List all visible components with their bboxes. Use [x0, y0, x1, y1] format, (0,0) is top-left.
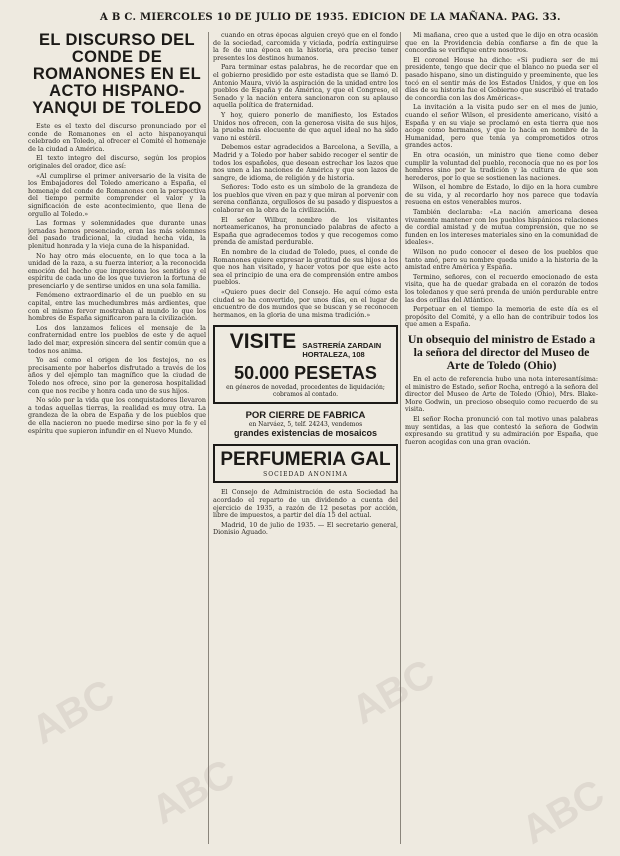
paragraph: Para terminar estas palabras, he de recordar que en el gobierno presidido por este estadista que se llamó D. Antonio Maura, vivió la aspiración de la unidad entre los pueblos de España y de América, y que el Congreso, el Senado y la nación entera sancionaron con su aplauso aquella política de fraternidad. — [213, 63, 398, 110]
watermark-stamp: ABC — [344, 651, 442, 733]
paragraph: No hay otro más elocuente, en lo que toca a la unidad de la raza, a su fuerza interior, a la reconocida emoción del hecho que impresiona los sentidos y el espíritu de cada uno de los que tuvieron la fortuna de presenciarlo y de sentirse unidos en una sola familia. — [28, 251, 206, 290]
paragraph: El texto integro del discurso, según los propios originales del orador, dice así: — [28, 154, 206, 170]
paragraph: «Quiero pues decir del Consejo. He aquí cómo esta ciudad se ha convertido, por unos días, en el lugar de encuentro de dos mundos que se buscan y se reconocen hermanos, en la gloria de una misma tradición.» — [213, 288, 398, 319]
ad-amount: 50.000 PESETAS — [234, 363, 377, 384]
watermark-stamp: ABC — [144, 751, 242, 833]
paragraph: Yo así como el origen de los festejos, no es precisamente por haberlos disfrutado a través de los años y del ejemplo tan magnífico que la ciudad de Toledo nos ofrece, sino por la generosa hospitalidad con que nos recibe y honra cada uno de sus hijos. — [28, 356, 206, 395]
column-right — [405, 32, 598, 844]
subheading: Un obsequio del ministro de Estado a la señora del director del Museo de Arte de Toledo (Ohio) — [407, 331, 596, 372]
paragraph: Y hoy, quiero ponerlo de manifiesto, los Estados Unidos nos ofrecen, con la generosa visita de sus hijos, la prueba más elocuente de que aquel ideal no ha sido vano ni estéril. — [213, 110, 398, 142]
ad-address: HORTALEZA, 108 — [302, 350, 365, 360]
article-title: EL DISCURSO DEL CONDE DE ROMANONES EN EL ACTO HISPANO-YANQUI DE TOLEDO — [32, 32, 202, 117]
page-header: A B C. MIERCOLES 10 DE JULIO DE 1935. EDICION DE LA MAÑANA. PAG. 33. — [100, 12, 561, 23]
paragraph: Fenómeno extraordinario el de un pueblo en su capital, entre las muchedumbres más ardientes, que con el mismo fervor mostraban al mundo lo que los hombres de España significaron para la civilización. — [28, 291, 206, 323]
paragraph: Mi mañana, creo que a usted que le dijo en otra ocasión que en la Providencia debía confiarse a fin de que la concordia se verifique entre nosotros. — [405, 32, 598, 55]
advertisement — [213, 444, 398, 483]
paragraph: La invitación a la visita pudo ser en el mes de junio, cuando el señor Wilson, el presidente americano, visitó a España y en su viaje se proclamó en esta tierra que nos acoge como hermanos, y que lo hacía en nombre de la Humanidad, pero que tenía ya comprometidos otros grandes actos. — [405, 103, 598, 150]
ad-store: SASTRERÍA ZARDAIN — [302, 341, 382, 351]
paragraph: Wilson no pudo conocer el deseo de los pueblos que tanto amó, pero su nombre queda unido a la historia de la amistad entre América y España. — [405, 248, 598, 272]
paragraph: También declaraba: «La nación americana desea vivamente mantener con los pueblos hispánicos relaciones de cordial amistad y de mutua comprensión, que no se funden en los intereses materiales sino en la comunidad de ideales». — [405, 208, 598, 247]
paragraph: «Al cumplirse el primer aniversario de la visita de los Embajadores del Toledo americano a España, el homenaje del conde de Romanones con la perspectiva del tiempo permite comprender el valor y la significación de este acontecimiento, que llena de orgullo al Toledo.» — [28, 171, 206, 218]
ad-headline: POR CIERRE DE FABRICA — [245, 410, 366, 422]
ad-address: en Narváez, 5, telf. 24243, vendemos — [248, 421, 363, 429]
paragraph: Las formas y solemnidades que durante unas jornadas hemos presenciado, eran las más solemnes del pasado tradicional, la ciudad hecha vida, la plenitud honrada y la vieja cuna de la hispanidad. — [28, 219, 206, 250]
paragraph: El señor Rocha pronunció con tal motivo unas palabras muy sentidas, a las que contestó la señora de Godwin expresando su gratitud y su admiración por España, que fueron acogidas con una gran ovación. — [405, 414, 598, 446]
advertisement — [213, 325, 398, 404]
advertisement — [213, 410, 398, 438]
paragraph: En el acto de referencia hubo una nota interesantísima: el ministro de Estado, señor Rocha, entregó a la señora del director del Museo de Arte de Toledo (Ohio), Mrs. Blake-More Godwin, un precioso obsequio como recuerdo de su visita. — [405, 374, 598, 414]
paragraph: Termino, señores, con el recuerdo emocionado de esta visita, que ha de quedar grabada en el corazón de todos los toledanos y que será prenda de unión perdurable entre las dos orillas del Atlántico. — [405, 272, 598, 304]
watermark-stamp: ABC — [24, 671, 122, 753]
watermark-stamp: ABC — [514, 771, 612, 853]
paragraph: Debemos estar agradecidos a Barcelona, a Sevilla, a Madrid y a Toledo por haber sabido recoger el sentir de todos los españoles, que desean estrechar los lazos que nos unen a las naciones de América y que son lazos de sangre, de idioma, de religión y de historia. — [213, 143, 398, 182]
ad-headline: VISITE — [229, 330, 297, 354]
paragraph: El señor Wilbur, nombre de los visitantes norteamericanos, ha pronunciado palabras de afecto a España que agradecemos todos y que recogemos como prenda de amistad perdurable. — [213, 215, 398, 247]
paragraph: Señores: Todo esto es un símbolo de la grandeza de los pueblos que viven en paz y que miran al porvenir con serena confianza, orgullosos de su pasado y dispuestos a colaborar en la obra de la civilización. — [213, 183, 398, 215]
paragraph: El coronel House ha dicho: «Si pudiera ser de mi presidente, tengo que decir que el blanco no pueda ser el pasado hispano, sino un distinguido y preeminente, que les tocó en el sentir más de los Estados Unidos, y que en los días de su historia fue el Gobierno que suscribió el tratado de concordia con las dos Américas». — [405, 55, 598, 102]
notice-paragraph: Madrid, 10 de julio de 1935. — El secretario general, Dionisio Aguado. — [213, 520, 398, 537]
notice-paragraph: El Consejo de Administración de esta Sociedad ha acordado el reparto de un dividendo a cuenta del ejercicio de 1935, a razón de 12 pesetas por acción, libre de impuestos, a partir del día 15 del actual. — [213, 488, 398, 520]
ad-brand: PERFUMERIA GAL — [220, 449, 391, 471]
column-rule — [208, 32, 209, 844]
paragraph: Los dos lanzamos felices el mensaje de la confraternidad entre los pueblos de este y de aquel lado del mar, expresión sincera del sentir común que a todos nos anima. — [28, 323, 206, 355]
paragraph: No sólo por la vida que los conquistadores llevaron a todas aquellas tierras, la realidad es muy otra. La grandeza de la obra de España y de los pueblos que de ella nacieron no puede medirse sino por la fe y el espíritu que supieron infundir en el Nuevo Mundo. — [28, 396, 206, 435]
ad-stock: grandes existencias de mosaicos — [233, 428, 378, 439]
ad-text: en géneros de novedad, procedentes de liquidación; cobramos al contado. — [226, 384, 385, 399]
paragraph: En otra ocasión, un ministro que tiene como deber cumplir la voluntad del pueblo, reconocía que no es por los hombres sino por la tradición y la cultura de que son herederos, por lo que se sostienen las naciones. — [405, 150, 598, 182]
paragraph: Este es el texto del discurso pronunciado por el conde de Romanones en el acto hispanoyanqui celebrado en Toledo, al ofrecer el Comité el homenaje de la ciudad a América. — [28, 122, 206, 153]
paragraph: Perpetuar en el tiempo la memoria de este día es el propósito del Comité, y a ello han de contribuir todos los que amen a España. — [405, 305, 598, 329]
ad-company: SOCIEDAD ANONIMA — [263, 471, 348, 479]
paragraph: cuando en otras épocas alguien creyó que en el fondo de la sociedad, carcomida y viciada, podría extinguirse la fe de una época en la historia, era preciso tener presentes los destinos humanos. — [213, 32, 398, 62]
paragraph: En nombre de la ciudad de Toledo, pues, el conde de Romanones quiere expresar la gratitud de sus hijos a los que nos han visitado, y hacer votos por que este acto sea el principio de una era de comprensión entre ambos pueblos. — [213, 248, 398, 287]
column-rule — [400, 32, 401, 844]
paragraph: Wilson, el hombre de Estado, lo dijo en la hora cumbre de su vida, y al recordarlo hoy nos parece que todavía resuena en estos venerables muros. — [405, 183, 598, 207]
